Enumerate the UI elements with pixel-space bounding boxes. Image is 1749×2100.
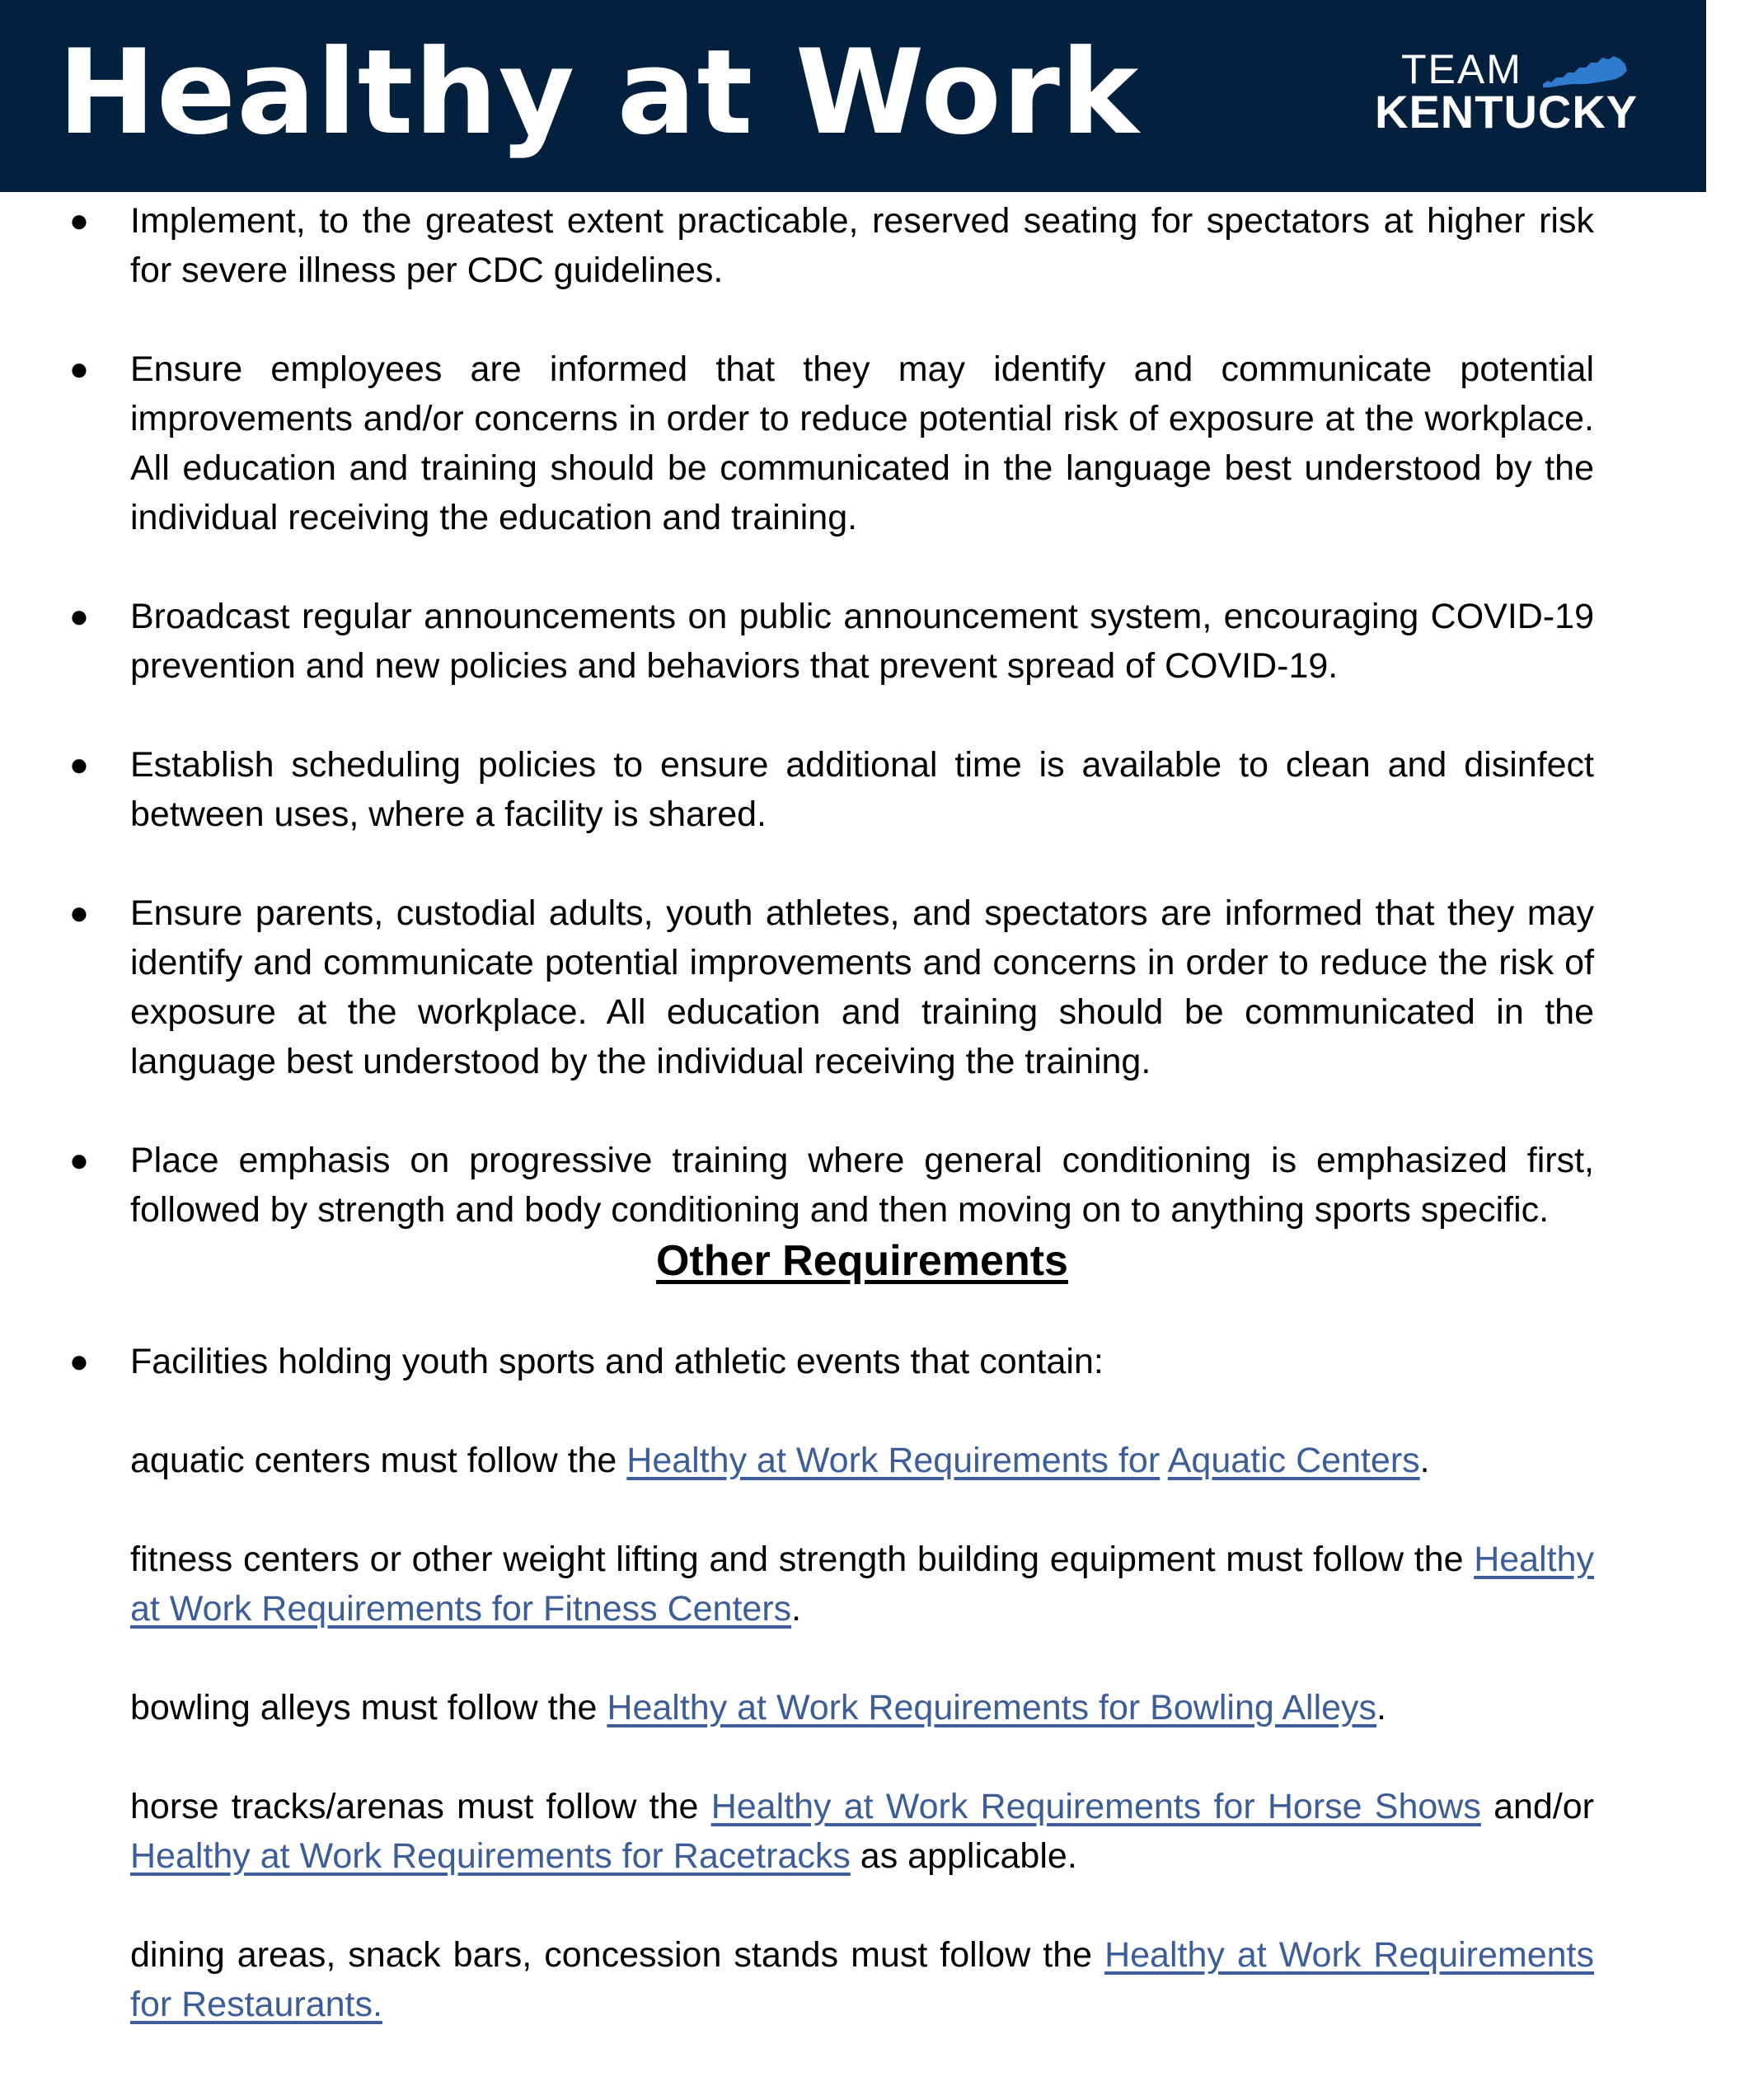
team-kentucky-logo (1375, 48, 1647, 138)
document-body (0, 196, 1749, 2029)
logo-kentucky-text: KENTUCKY (1375, 86, 1639, 138)
link-racetracks[interactable]: Healthy at Work Requirements for Racetracks (130, 1836, 851, 1876)
list-item-text: Place emphasis on progressive training where general conditioning is emphasized first, followed by strength and body conditioning and then moving on to anything sports specific. (130, 1141, 1594, 1230)
logo-team-text: TEAM (1401, 46, 1522, 92)
requirement-text: aquatic centers must follow the (130, 1441, 627, 1480)
requirement-text: horse tracks/arenas must follow the (130, 1787, 711, 1826)
section-heading-text: Other Requirements (656, 1237, 1068, 1285)
list-item (68, 888, 1594, 1086)
requirement-text: dining areas, snack bars, concession stands must follow the (130, 1935, 1105, 1975)
bullet-marker: ● (68, 598, 90, 635)
kentucky-state-shape-icon (1540, 53, 1630, 89)
bullet-marker: ● (68, 747, 90, 783)
requirement-bowling: bowling alleys must follow the Healthy at Work Requirements for Bowling Alleys. (130, 1688, 1386, 1727)
list-item (68, 592, 1594, 691)
list-item (68, 345, 1594, 542)
page-header (0, 0, 1706, 192)
link-restaurants[interactable]: Healthy at Work Requirements for Restaurants. (130, 1935, 1594, 2024)
list-item-text: Ensure parents, custodial adults, youth athletes, and spectators are informed that they may identify and communicate potential improvements and concerns in order to reduce the risk of exposure at the workplace. All education and training should be communicated in the language best understood by the individual receiving the training. (130, 893, 1594, 1081)
bullet-marker: ● (68, 203, 90, 239)
requirement-horse: horse tracks/arenas must follow the Healthy at Work Requirements for Horse Shows and/or Healthy at Work Requirements for Racetracks as applicable. (130, 1787, 1595, 1876)
link-fitness-centers[interactable]: Healthy at Work Requirements for Fitness Centers (130, 1540, 1594, 1629)
list-item-text: Ensure employees are informed that they may identify and communicate potential improvements and/or concerns in order to reduce potential risk of exposure at the workplace. All education and training should be communicated in the language best understood by the individual receiving the education and training. (130, 349, 1594, 537)
section-heading (130, 1235, 1594, 1287)
requirement-aquatic: aquatic centers must follow the Healthy at Work Requirements for Aquatic Centers. (130, 1441, 1430, 1480)
list-item-text: Implement, to the greatest extent practicable, reserved seating for spectators at higher risk for severe illness per CDC guidelines. (130, 201, 1594, 290)
page-title: Healthy at Work (58, 25, 1140, 161)
link-requirements-for[interactable]: Healthy at Work Requirements for (626, 1441, 1161, 1480)
list-item (68, 196, 1594, 295)
bullet-marker: ● (68, 351, 90, 387)
requirement-dining (130, 1930, 1594, 2029)
link-bowling-alleys[interactable]: Healthy at Work Requirements for Bowling Alleys (607, 1688, 1377, 1727)
requirement-fitness: fitness centers or other weight lifting and strength building equipment must follow the Healthy at Work Requirements for Fitness Centers. (130, 1540, 1594, 1629)
list-item (68, 740, 1594, 839)
requirement-text: bowling alleys must follow the (130, 1688, 607, 1727)
list-item (68, 1136, 1594, 1235)
bullet-marker: ● (68, 895, 90, 931)
link-horse-shows[interactable]: Healthy at Work Requirements for Horse Shows (710, 1787, 1481, 1826)
requirement-text: fitness centers or other weight lifting and strength building equipment must follow the (130, 1540, 1475, 1579)
link-aquatic-centers[interactable]: Aquatic Centers (1167, 1441, 1420, 1480)
bullet-marker: ● (68, 1142, 90, 1179)
bullet-marker: ● (68, 1343, 90, 1380)
list-item-text: Establish scheduling policies to ensure additional time is available to clean and disinfect between uses, where a facility is shared. (130, 745, 1594, 834)
list-item (68, 1337, 1594, 1386)
list-item-text: Broadcast regular announcements on public announcement system, encouraging COVID-19 prevention and new policies and behaviors that prevent spread of COVID-19. (130, 597, 1594, 686)
list-item-text: Facilities holding youth sports and athletic events that contain: (130, 1342, 1104, 1381)
